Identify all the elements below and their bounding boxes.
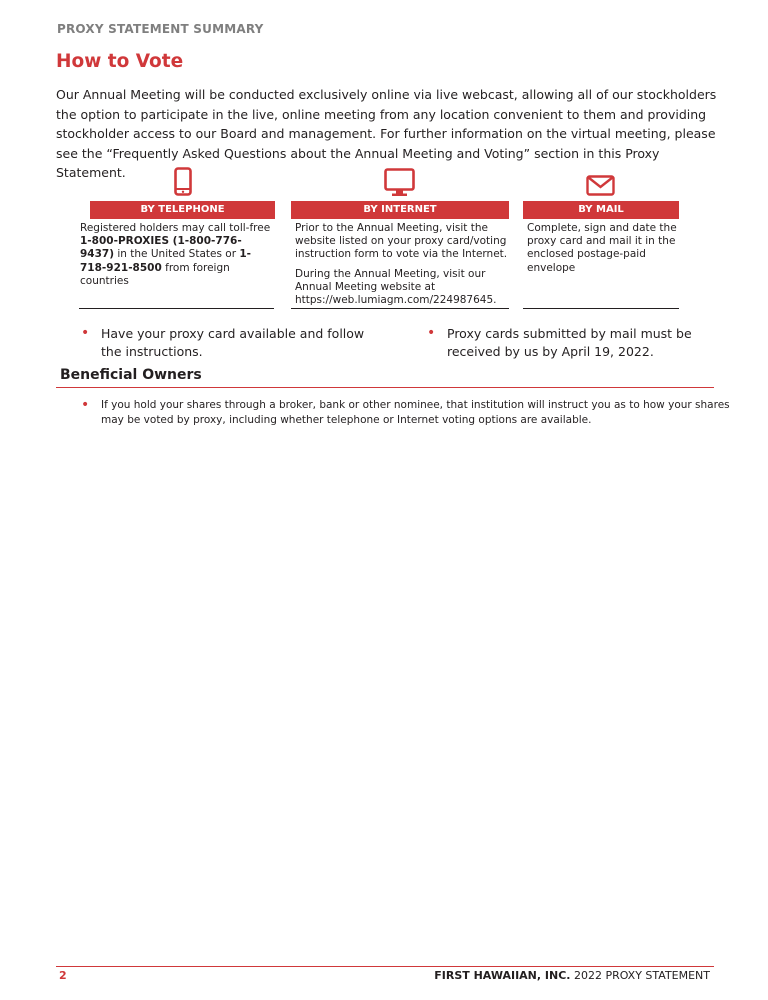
- beneficial-owners-heading: Beneficial Owners: [60, 367, 202, 383]
- footer-title: [434, 969, 710, 982]
- internet-paragraph-2: During the Annual Meeting, visit our Annual Meeting website at https://web.lumiagm.com/224987645.: [295, 267, 497, 307]
- mail-divider: [523, 308, 679, 309]
- intro-paragraph: Our Annual Meeting will be conducted exclusively online via live webcast, allowing all of our stockholders the option to participate in the live, online meeting from any location convenient to them and providing stockholder access to our Board and management. For further information on the virtual meeting, please see the “Frequently Asked Questions about the Annual Meeting and Voting” section in this Proxy Statement.: [56, 87, 717, 180]
- mail-heading: BY MAIL: [523, 201, 679, 219]
- telephone-text: [80, 222, 272, 288]
- footer-doc-title: 2022 PROXY STATEMENT: [570, 969, 710, 982]
- monitor-icon: [384, 168, 415, 197]
- page-title: How to Vote: [56, 51, 184, 72]
- section-label: PROXY STATEMENT SUMMARY: [57, 22, 264, 36]
- envelope-icon: [586, 175, 615, 196]
- telephone-tollfree-number: 1-800-PROXIES (1-800-776-9437): [80, 235, 242, 261]
- internet-heading: BY INTERNET: [291, 201, 509, 219]
- bullet-mail-deadline: • Proxy cards submitted by mail must be received by us by April 19, 2022.: [427, 325, 712, 360]
- beneficial-owners-divider: [56, 387, 714, 388]
- footer-company: FIRST HAWAIIAN, INC.: [434, 969, 571, 982]
- internet-text: [295, 222, 510, 313]
- page-number: 2: [59, 969, 67, 982]
- telephone-text-2: in the United States or: [114, 248, 240, 261]
- telephone-text-1: Registered holders may call toll-free: [80, 222, 271, 234]
- phone-icon: [174, 167, 192, 196]
- telephone-text-3: from foreign countries: [80, 261, 230, 287]
- internet-paragraph-1: Prior to the Annual Meeting, visit the website listed on your proxy card/voting instruction form to vote via the Internet.: [295, 222, 508, 261]
- mail-text: Complete, sign and date the proxy card and mail it in the enclosed postage-paid envelope: [527, 222, 677, 274]
- telephone-divider: [79, 308, 274, 309]
- telephone-heading: BY TELEPHONE: [90, 201, 275, 219]
- telephone-foreign-number: 1-718-921-8500: [80, 248, 252, 274]
- beneficial-owners-bullet: • If you hold your shares through a broker, bank or other nominee, that institution will instruct you as to how your shares may be voted by proxy, including whether telephone or Internet voting options are available.: [81, 398, 731, 428]
- footer-divider: [56, 966, 714, 967]
- internet-divider: [291, 308, 509, 309]
- bullet-proxy-card: • Have your proxy card available and follow the instructions.: [81, 325, 381, 360]
